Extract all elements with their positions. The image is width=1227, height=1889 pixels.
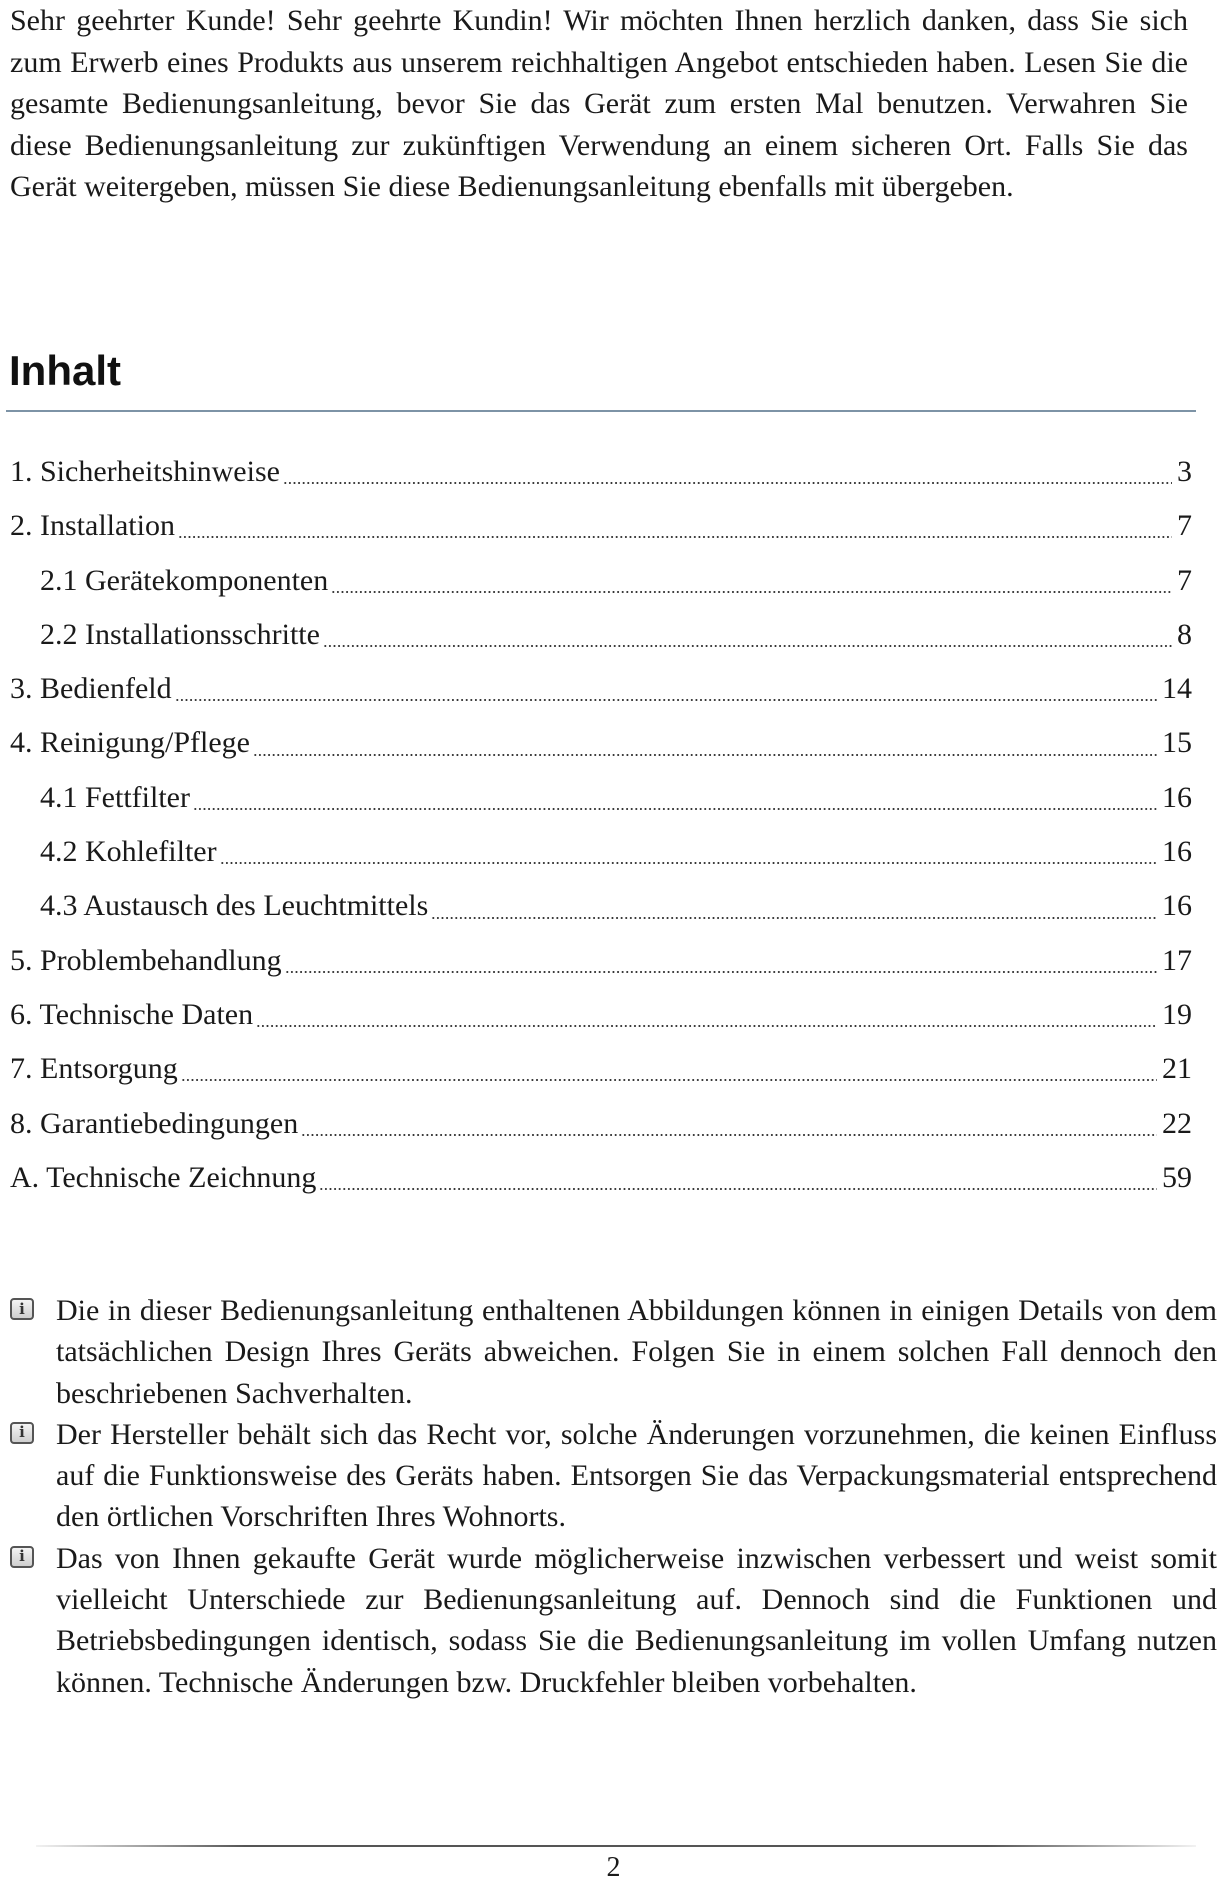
toc-entry-label: 1. Sicherheitshinweise xyxy=(10,455,280,488)
toc-entry-bedienfeld[interactable] xyxy=(10,662,1192,716)
toc-entry-label: 3. Bedienfeld xyxy=(10,672,172,706)
toc-dot-leader xyxy=(175,698,1157,702)
toc-entry-label: 2.2 Installationsschritte xyxy=(40,617,320,651)
toc-entry-problembehandlung[interactable] xyxy=(10,934,1192,988)
toc-entry-installation[interactable] xyxy=(10,499,1192,553)
info-icon: i xyxy=(10,1298,34,1320)
toc-entry-entsorgung[interactable] xyxy=(10,1042,1192,1096)
toc-entry-sicherheitshinweise[interactable] xyxy=(10,445,1192,499)
toc-dot-leader xyxy=(181,1078,1157,1082)
toc-entry-page: 21 xyxy=(1162,1052,1192,1086)
toc-entry-page: 16 xyxy=(1162,835,1192,869)
toc-dot-leader xyxy=(253,753,1157,757)
toc-entry-label: 4.3 Austausch des Leuchtmittels xyxy=(40,889,429,923)
toc-entry-page: 7 xyxy=(1177,563,1192,597)
toc-entry-kohlefilter[interactable] xyxy=(10,825,1192,879)
toc-entry-label: A. Technische Zeichnung xyxy=(10,1160,317,1194)
toc-entry-fettfilter[interactable] xyxy=(10,771,1192,825)
toc-dot-leader xyxy=(193,807,1157,811)
toc-entry-page: 59 xyxy=(1162,1160,1192,1194)
table-of-contents xyxy=(10,445,1192,1205)
info-note-text: Der Hersteller behält sich das Recht vor, solche Änderungen vorzunehmen, die keinen Einfluss auf die Funktionsweise des Geräts haben. Entsorgen Sie das Verpackungsmaterial entsprechend den örtlichen Vorschriften Ihres Wohnorts. xyxy=(56,1417,1217,1534)
info-note xyxy=(10,1290,1217,1414)
toc-dot-leader xyxy=(256,1024,1157,1028)
toc-entry-page: 14 xyxy=(1162,672,1192,706)
toc-entry-garantiebedingungen[interactable] xyxy=(10,1097,1192,1151)
toc-dot-leader xyxy=(431,916,1157,920)
toc-entry-leuchtmittel[interactable] xyxy=(10,879,1192,933)
page-number: 2 xyxy=(606,1852,621,1883)
info-note xyxy=(10,1414,1217,1538)
toc-dot-leader xyxy=(301,1133,1157,1137)
toc-entry-page: 3 xyxy=(1177,455,1192,488)
toc-dot-leader xyxy=(323,644,1172,648)
toc-entry-page: 19 xyxy=(1162,997,1192,1031)
info-note-text: Das von Ihnen gekaufte Gerät wurde möglicherweise inzwischen verbessert und weist somit vielleicht Unterschiede zur Bedienungsanleitung auf. Dennoch sind die Funktionen und Betriebsbedingungen identisch, sodass Sie die Bedienungsanleitung im vollen Umfang nutzen können. Technische Änderungen bzw. Druckfehler bleiben vorbehalten. xyxy=(56,1541,1217,1699)
toc-entry-label: 2. Installation xyxy=(10,509,175,543)
toc-dot-leader xyxy=(283,481,1172,485)
toc-entry-geraetekomponenten[interactable] xyxy=(10,554,1192,608)
info-icon: i xyxy=(10,1422,34,1444)
intro-paragraph: Sehr geehrter Kunde! Sehr geehrte Kundin! Wir möchten Ihnen herzlich danken, dass Sie sich zum Erwerb eines Produkts aus unserem reichhaltigen Angebot entschieden haben. Lesen Sie die gesamte Bedienungsanleitung, bevor Sie das Gerät zum ersten Mal benutzen. Verwahren Sie diese Bedienungsanleitung zur zukünftigen Verwendung an einem sicheren Ort. Falls Sie das Gerät weitergeben, müssen Sie diese Bedienungsanleitung ebenfalls mit übergeben. xyxy=(10,4,1188,203)
toc-entry-label: 8. Garantiebedingungen xyxy=(10,1106,299,1140)
toc-entry-page: 7 xyxy=(1177,509,1192,543)
toc-entry-technische-daten[interactable] xyxy=(10,988,1192,1042)
footer-rule xyxy=(36,1845,1196,1847)
toc-dot-leader xyxy=(285,970,1157,974)
toc-entry-page: 16 xyxy=(1162,780,1192,814)
toc-dot-leader xyxy=(331,590,1172,594)
toc-entry-label: 4.2 Kohlefilter xyxy=(40,835,217,869)
toc-entry-label: 4. Reinigung/Pflege xyxy=(10,726,250,760)
toc-entry-page: 8 xyxy=(1177,617,1192,651)
toc-entry-label: 2.1 Gerätekomponenten xyxy=(40,563,329,597)
toc-entry-label: 6. Technische Daten xyxy=(10,997,254,1031)
toc-entry-reinigung-pflege[interactable] xyxy=(10,716,1192,770)
toc-entry-label: 5. Problembehandlung xyxy=(10,943,282,977)
toc-entry-label: 7. Entsorgung xyxy=(10,1052,178,1086)
toc-dot-leader xyxy=(319,1187,1157,1191)
toc-heading: Inhalt xyxy=(9,347,121,394)
info-icon: i xyxy=(10,1546,34,1568)
toc-entry-installationsschritte[interactable] xyxy=(10,608,1192,662)
toc-dot-leader xyxy=(178,535,1172,539)
toc-entry-page: 22 xyxy=(1162,1106,1192,1140)
toc-entry-page: 15 xyxy=(1162,726,1192,760)
toc-entry-page: 16 xyxy=(1162,889,1192,923)
toc-entry-technische-zeichnung[interactable] xyxy=(10,1151,1192,1205)
info-notes xyxy=(10,1290,1217,1703)
toc-heading-rule xyxy=(6,410,1196,412)
toc-entry-label: 4.1 Fettfilter xyxy=(40,780,190,814)
toc-dot-leader xyxy=(220,861,1157,865)
toc-entry-page: 17 xyxy=(1162,943,1192,977)
info-note-text: Die in dieser Bedienungsanleitung enthaltenen Abbildungen können in einigen Details von dem tatsächlichen Design Ihres Geräts abweichen. Folgen Sie in einem solchen Fall dennoch den beschriebenen Sachverhalten. xyxy=(56,1294,1217,1410)
info-note xyxy=(10,1538,1217,1703)
